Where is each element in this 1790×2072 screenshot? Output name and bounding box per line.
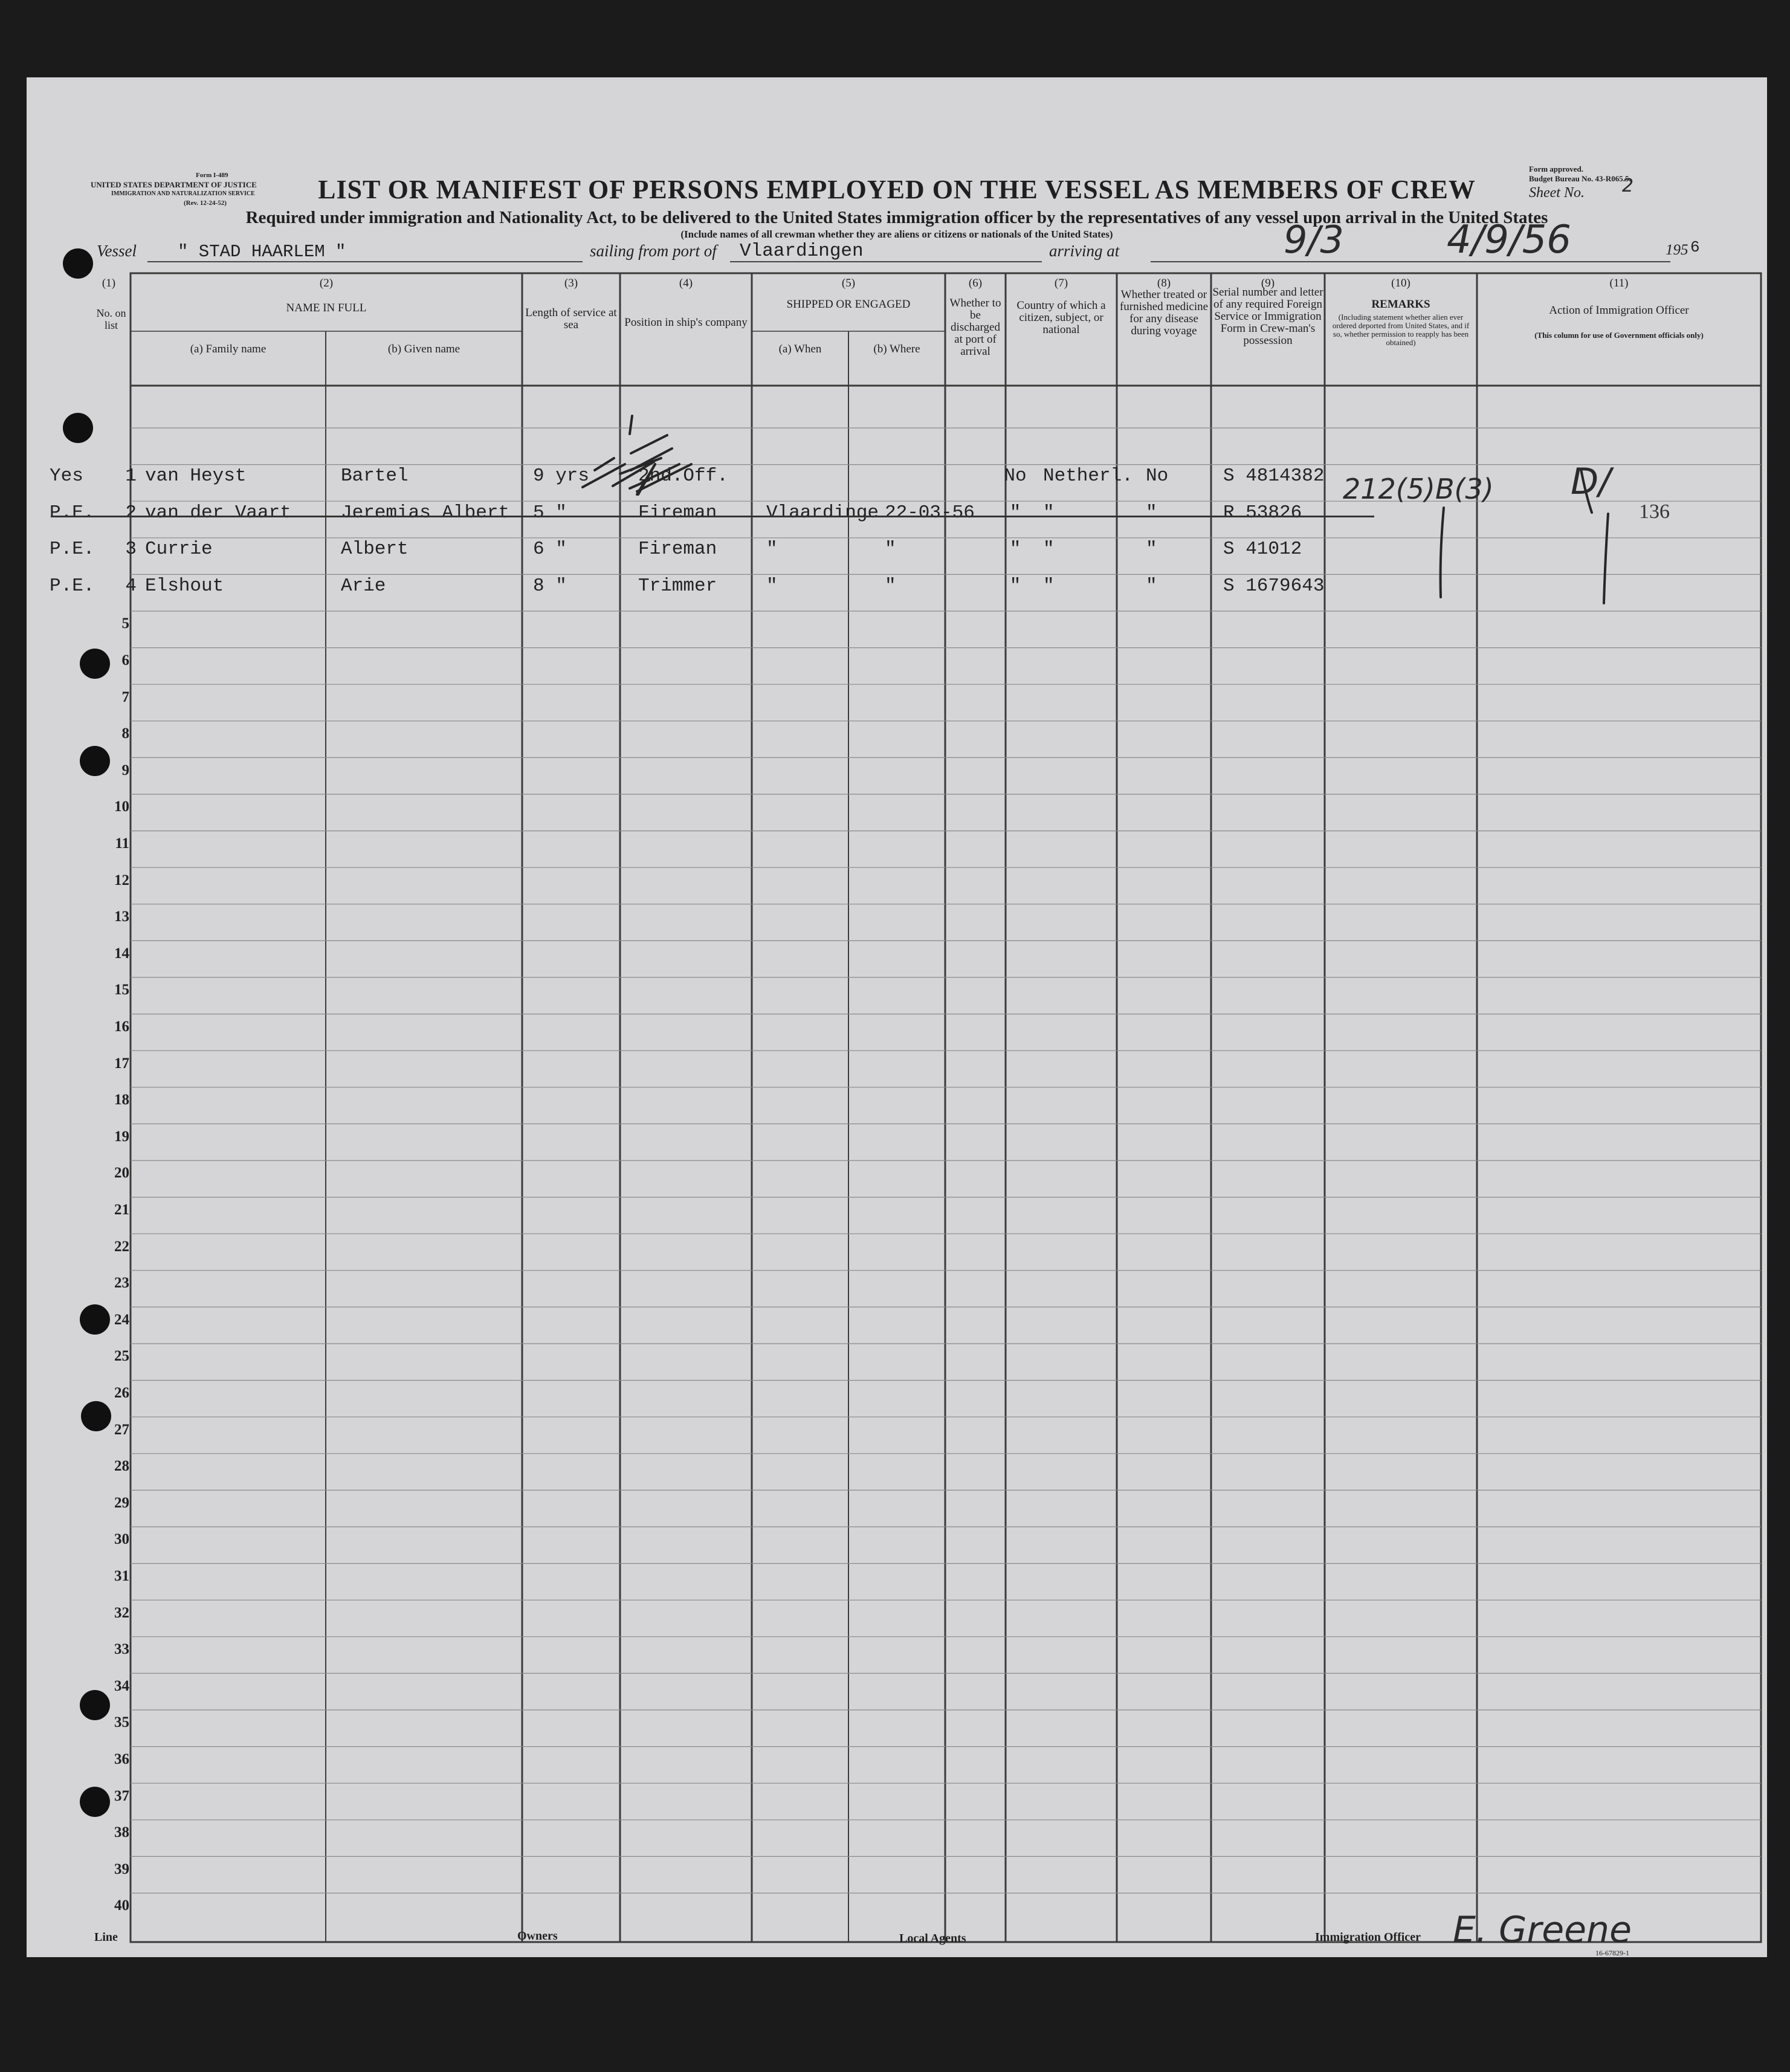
blank-row-number: 31 (114, 1568, 129, 1584)
col-10-number: (10) (1391, 277, 1410, 290)
col-9-number: (9) (1261, 277, 1275, 290)
footer-line-label: Line (94, 1931, 118, 1944)
service-name: IMMIGRATION AND NATURALIZATION SERVICE (111, 190, 255, 197)
officer-signature: E. Greene (1453, 1909, 1632, 1951)
blank-row-number: 36 (114, 1751, 129, 1767)
blank-row-number: 16 (114, 1018, 129, 1035)
shipped-when: Vlaardinge (766, 502, 879, 523)
serial-number: S 41012 (1223, 539, 1302, 560)
col-header-no-on-list: No. on list (96, 307, 126, 331)
col-header-country: Country of which a citizen, subject, or national (1016, 299, 1106, 336)
col-3-number: (3) (564, 277, 578, 290)
length-of-service: 5 " (533, 502, 567, 523)
serial-number: S 4814382 (1223, 465, 1325, 487)
col-header-where: (b) Where (873, 343, 920, 355)
footer-owners-label: Owners (517, 1929, 558, 1943)
medicine: " (1146, 575, 1157, 597)
punch-hole (63, 413, 93, 443)
country: " (1043, 539, 1055, 560)
punch-hole (80, 649, 110, 679)
blank-row-number: 34 (114, 1677, 129, 1694)
blank-row-number: 9 (121, 762, 129, 779)
row-status-mark: Yes (50, 465, 83, 487)
pen-marks (27, 77, 1767, 1957)
family-name: Elshout (145, 575, 224, 597)
shipped-where: " (885, 539, 896, 560)
row-number: 3 (125, 539, 137, 560)
blank-row-number: 22 (114, 1238, 129, 1255)
form-revision: (Rev. 12-24-52) (184, 199, 227, 207)
shipped-when: " (766, 575, 778, 597)
col-2-number: (2) (319, 277, 334, 290)
arriving-label: arriving at (1049, 242, 1120, 260)
sheet-number: 2 (1622, 175, 1634, 196)
form-approved: Form approved. (1529, 164, 1584, 173)
blank-row-number: 13 (114, 908, 129, 925)
col-4-number: (4) (679, 277, 693, 290)
position: Trimmer (638, 575, 717, 597)
col-header-serial-number: Serial number and letter of any required Foreign Service or Immigration Form in Crew-man's possession (1212, 286, 1323, 347)
col-header-given-name: (b) Given name (387, 343, 460, 355)
blank-row-number: 12 (114, 872, 129, 889)
blank-row-number: 28 (114, 1458, 129, 1475)
punch-hole (63, 248, 93, 279)
sailing-port: Vlaardingen (740, 241, 864, 262)
budget-number: Budget Bureau No. 43-R065.5. (1529, 174, 1631, 183)
position: Fireman (638, 539, 717, 560)
blank-row-number: 33 (114, 1641, 129, 1658)
discharged: " (1009, 575, 1021, 597)
country: Netherl. (1043, 465, 1133, 487)
page-subtitle: Required under immigration and Nationality Act, to be delivered to the United States immigration officer by the representatives of any vessel upon arrival in the United States (245, 208, 1548, 227)
arrival-date-handwritten: 4/9/56 (1447, 218, 1571, 262)
blank-row-number: 8 (121, 725, 129, 742)
blank-row-number: 18 (114, 1092, 129, 1109)
country: " (1043, 575, 1055, 597)
year-digit: 6 (1690, 238, 1700, 256)
medicine: No (1146, 465, 1169, 487)
manifest-sheet (27, 77, 1767, 1957)
blank-row-number: 24 (114, 1311, 129, 1328)
blank-row-number: 30 (114, 1531, 129, 1548)
country: " (1043, 502, 1055, 523)
blank-row-number: 6 (121, 652, 129, 669)
blank-row-number: 19 (114, 1128, 129, 1145)
blank-row-number: 14 (114, 945, 129, 962)
col-11-number: (11) (1609, 277, 1629, 290)
remarks-row-1: 212(5)B(3) (1343, 473, 1494, 505)
blank-row-number: 32 (114, 1604, 129, 1621)
position: 2nd.Off. (638, 465, 728, 487)
punch-hole (81, 1401, 111, 1431)
punch-hole (80, 1787, 110, 1817)
punch-hole (80, 746, 110, 776)
blank-row-number: 10 (114, 798, 129, 815)
action-row-1: D/ (1571, 461, 1611, 503)
col-header-length-of-service: Length of service at sea (525, 306, 617, 331)
col-header-position: Position in ship's company (624, 316, 748, 329)
blank-row-number: 27 (114, 1421, 129, 1438)
blank-row-number: 40 (114, 1897, 129, 1914)
given-name: Jeremias Albert (341, 502, 510, 523)
vessel-name: " STAD HAARLEM " (178, 242, 346, 262)
family-name: Currie (145, 539, 213, 560)
blank-row-number: 11 (115, 835, 129, 852)
length-of-service: 6 " (533, 539, 567, 560)
department-name: UNITED STATES DEPARTMENT OF JUSTICE (91, 180, 257, 189)
blank-row-number: 23 (114, 1275, 129, 1292)
family-name: van Heyst (145, 465, 247, 487)
col-header-action-note: (This column for use of Government officials only) (1534, 331, 1704, 340)
blank-row-number: 20 (114, 1165, 129, 1182)
sheet-label: Sheet No. (1529, 185, 1585, 201)
print-code: 16-67829-1 (1595, 1949, 1629, 1957)
col-5-number: (5) (841, 277, 856, 290)
given-name: Albert (341, 539, 409, 560)
col-8-number: (8) (1157, 277, 1171, 290)
shipped-where: 22-03-56 (885, 502, 975, 523)
medicine: " (1146, 539, 1157, 560)
blank-row-number: 35 (114, 1714, 129, 1731)
serial-number: S 1679643 (1223, 575, 1325, 597)
length-of-service: 8 " (533, 575, 567, 597)
col-7-number: (7) (1054, 277, 1068, 290)
col-header-shipped-or-engaged: SHIPPED OR ENGAGED (786, 298, 911, 311)
serial-number: R 53826 (1223, 502, 1302, 523)
position: Fireman (638, 502, 717, 523)
year-label: 195 (1666, 242, 1688, 258)
sailing-label: sailing from port of (590, 242, 717, 260)
blank-row-number: 29 (114, 1494, 129, 1511)
col-6-number: (6) (968, 277, 983, 290)
shipped-where: " (885, 575, 896, 597)
col-header-when: (a) When (778, 343, 822, 355)
vessel-label: Vessel (97, 242, 137, 260)
blank-row-number: 21 (114, 1202, 129, 1218)
footer-agents-label: Local Agents (899, 1932, 966, 1945)
family-name: van der Vaart (145, 502, 291, 523)
punch-hole (80, 1304, 110, 1335)
blank-row-number: 37 (114, 1787, 129, 1804)
blank-row-number: 26 (114, 1385, 129, 1401)
shipped-when: " (766, 539, 778, 560)
discharged: " (1009, 502, 1021, 523)
blank-row-number: 5 (121, 615, 129, 632)
blank-row-number: 25 (114, 1348, 129, 1365)
col-1-number: (1) (102, 277, 116, 290)
punch-hole (80, 1690, 110, 1720)
row-status-mark: P.E. (50, 502, 95, 523)
row-number: 2 (125, 502, 137, 523)
col-header-family-name: (a) Family name (190, 343, 267, 355)
given-name: Bartel (341, 465, 409, 487)
col-header-medicine: Whether treated or furnished medicine for any disease during voyage (1119, 288, 1209, 337)
given-name: Arie (341, 575, 386, 597)
footer-officer-label: Immigration Officer (1315, 1931, 1421, 1944)
blank-row-number: 7 (121, 688, 129, 705)
row-number: 1 (125, 465, 137, 487)
blank-row-number: 15 (114, 982, 129, 999)
action-row-2: 136 (1639, 500, 1670, 523)
crew-note: (Include names of all crewman whether they are aliens or citizens or nationals of the United States) (680, 228, 1113, 240)
col-header-discharged: Whether to be discharged at port of arrival (949, 297, 1001, 358)
row-status-mark: P.E. (50, 575, 95, 597)
length-of-service: 9 yrs (533, 465, 590, 487)
blank-row-number: 17 (114, 1055, 129, 1072)
col-header-remarks: REMARKS (1371, 298, 1430, 311)
col-header-remarks-note: (Including statement whether alien ever ordered deported from United States, and if so, whether permission to reapply has been obtained) (1332, 312, 1470, 347)
row-number: 4 (125, 575, 137, 597)
col-header-action: Action of Immigration Officer (1549, 304, 1689, 317)
medicine: " (1146, 502, 1157, 523)
blank-row-number: 39 (114, 1860, 129, 1877)
form-number: Form I-489 (196, 172, 228, 179)
page-title: LIST OR MANIFEST OF PERSONS EMPLOYED ON THE VESSEL AS MEMBERS OF CREW (318, 175, 1476, 204)
discharged: " (1009, 539, 1021, 560)
row-status-mark: P.E. (50, 539, 95, 560)
col-header-name-in-full: NAME IN FULL (286, 302, 367, 314)
blank-row-number: 38 (114, 1824, 129, 1841)
discharged: No (1004, 465, 1027, 487)
arriving-port-handwritten: 9/3 (1284, 218, 1344, 262)
